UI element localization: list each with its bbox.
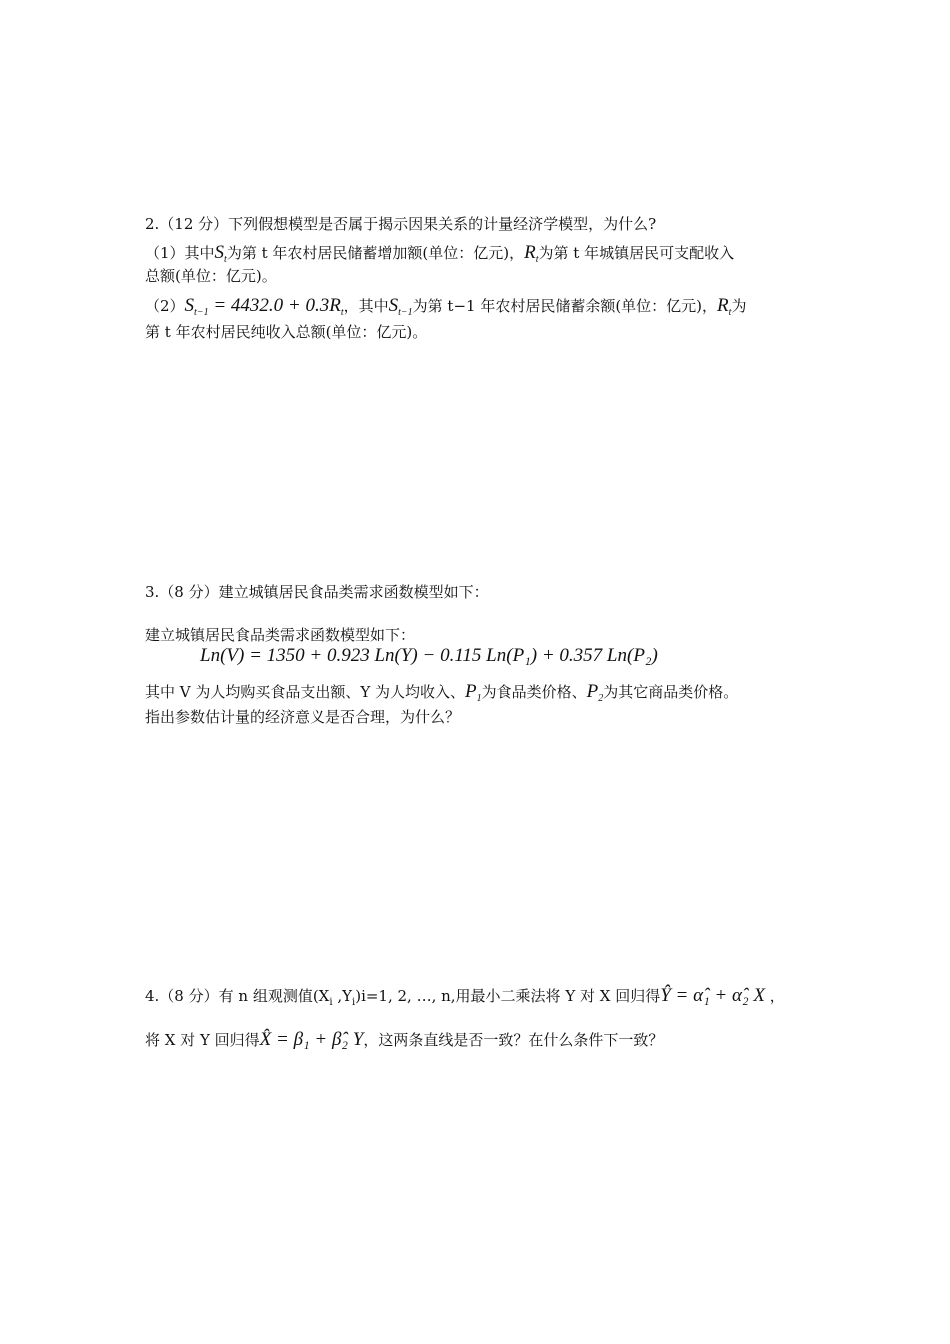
q2-p1-r-sub: t <box>535 254 539 265</box>
q2-p1-symbol-s <box>215 242 227 263</box>
q2-part2-line1 <box>145 296 746 323</box>
q2-p2-desc1: 为第 t−1 年农村居民储蓄余额(单位：亿元)， <box>412 297 718 315</box>
q3-p2: P <box>586 681 599 702</box>
q3-desc-line <box>145 682 738 709</box>
q4-line1-c: )i=1, 2, …, n,用最小二乘法将 Y 对 X 回归得 <box>355 987 661 1005</box>
q4-line2 <box>145 1030 663 1050</box>
q2-p2-symbol-r <box>717 295 731 316</box>
q2-title: 2.（12 分）下列假想模型是否属于揭示因果关系的计量经济学模型，为什么? <box>145 215 657 233</box>
q4-line1 <box>145 986 785 1013</box>
q4-line1-d: ， <box>764 987 785 1005</box>
q2-p2-r-sub: t <box>728 307 732 318</box>
q2-p2-s-sub: t−1 <box>398 307 413 318</box>
q4-line2-a: 将 X 对 Y 回归得 <box>145 1031 260 1049</box>
q2-p2-symbol-s <box>389 295 413 316</box>
q4-xi-sub: i <box>329 997 333 1008</box>
q2-p2-r: R <box>717 295 729 316</box>
q2-p2-desc2: 为 <box>731 297 747 315</box>
q2-p2-formula-rest: = 4432.0 + 0.3R <box>208 295 341 316</box>
q3-p2-sub: 2 <box>598 693 604 704</box>
q2-p2-formula <box>185 295 344 316</box>
q3-title: 3.（8 分）建立城镇居民食品类需求函数模型如下： <box>145 583 489 601</box>
q2-p2-s: S <box>388 295 399 316</box>
q2-p1-prefix: （1）其中 <box>145 244 215 262</box>
q3-question: 指出参数估计量的经济意义是否合理，为什么？ <box>145 708 461 726</box>
q3-p1-sub: 1 <box>476 693 482 704</box>
q2-p2-where: ，其中 <box>343 297 389 315</box>
q4-line1-b: ,Y <box>332 987 353 1005</box>
q3-desc-b: 为食品类价格、 <box>481 683 587 701</box>
q2-p2-formula-r-sub: t <box>340 307 344 318</box>
q2-p1-symbol-r <box>524 242 538 263</box>
q3-symbol-p2 <box>587 681 604 702</box>
q2-part1-line2: 总额(单位：亿元)。 <box>145 267 277 285</box>
q3-desc-c: 为其它商品类价格。 <box>603 683 739 701</box>
q4-formula1: Ŷ = α̂₁ + α̂₂ X <box>660 985 765 1006</box>
q3-p1: P <box>465 681 477 702</box>
q2-p2-prefix: （2） <box>145 297 185 315</box>
q2-p1-r: R <box>524 242 536 263</box>
q2-p1-desc1: 为第 t 年农村居民储蓄增加额(单位：亿元)， <box>226 244 525 262</box>
q3-intro: 建立城镇居民食品类需求函数模型如下： <box>145 626 416 644</box>
q4-formula2: X̂ = β₁ + β̂₂ Y <box>259 1029 364 1050</box>
q2-p1-s: S <box>214 242 225 263</box>
q4-line2-b: ，这两条直线是否一致？在什么条件下一致？ <box>363 1031 664 1049</box>
q2-p2-formula-s-sub: t−1 <box>194 307 209 318</box>
q2-p1-desc2: 为第 t 年城镇居民可支配收入 <box>538 244 735 262</box>
q2-p1-s-sub: t <box>224 254 227 265</box>
q2-p2-formula-s: S <box>184 295 195 316</box>
q4-yi-sub: i <box>352 997 356 1008</box>
q3-formula: Ln(V) = 1350 + 0.923 Ln(Y) − 0.115 Ln(P₁) + 0.357 Ln(P₂) <box>200 645 658 666</box>
q4-line1-a: 4.（8 分）有 n 组观测值(X <box>145 987 330 1005</box>
q3-symbol-p1 <box>465 681 482 702</box>
q2-part2-line2: 第 t 年农村居民纯收入总额(单位：亿元)。 <box>145 323 428 341</box>
q3-desc-a: 其中 V 为人均购买食品支出额、Y 为人均收入、 <box>145 683 466 701</box>
